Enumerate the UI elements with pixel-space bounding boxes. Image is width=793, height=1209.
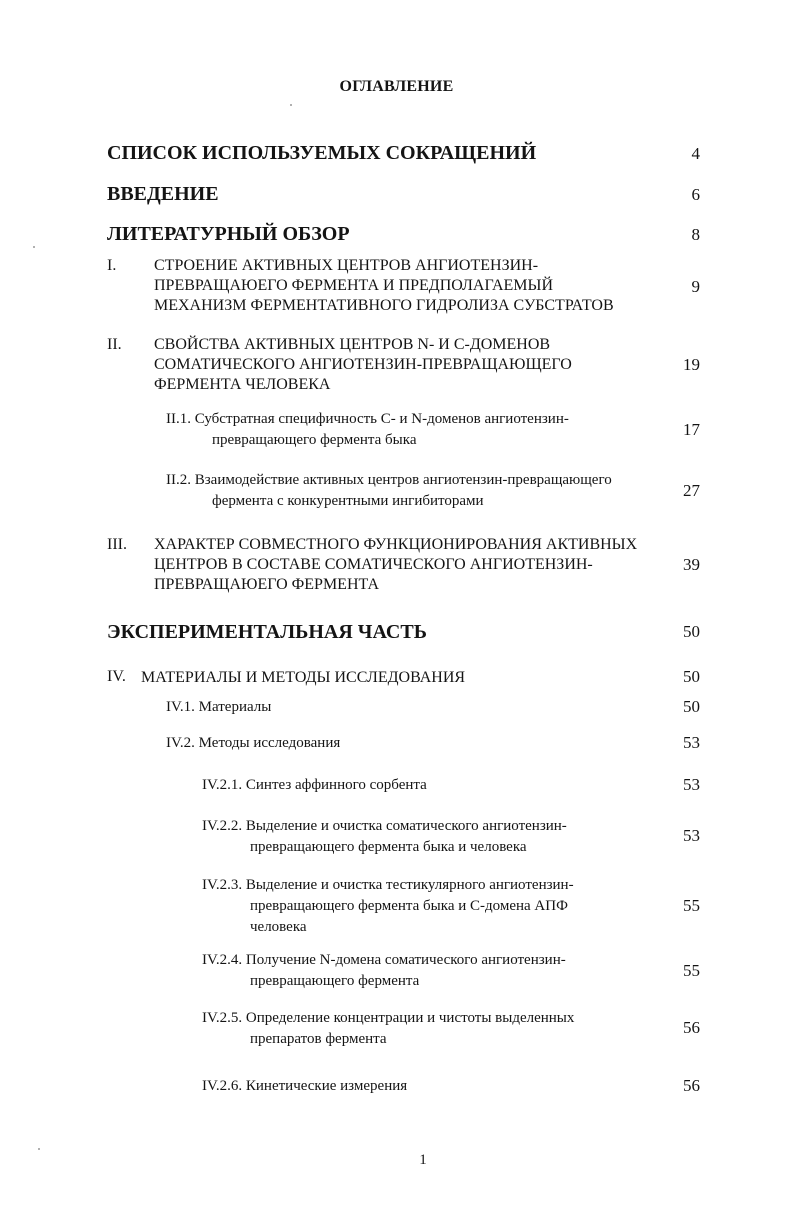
chapter-3-number: III. [107, 536, 127, 553]
section-4-2-5-line: препаратов фермента [250, 1031, 387, 1047]
toc-abbreviations-page: 4 [691, 144, 700, 163]
chapter-3-line: ХАРАКТЕР СОВМЕСТНОГО ФУНКЦИОНИРОВАНИЯ АКТИВНЫХ [154, 536, 638, 553]
section-4-2-5-page: 56 [683, 1018, 700, 1037]
section-4-2-page: 53 [683, 733, 700, 752]
section-4-2-3-page: 55 [683, 896, 700, 915]
chapter-3-title [154, 535, 637, 595]
toc-literature-review: ЛИТЕРАТУРНЫЙ ОБЗОР [107, 223, 350, 245]
chapter-2-line: СВОЙСТВА АКТИВНЫХ ЦЕНТРОВ N- И С-ДОМЕНОВ [154, 336, 551, 353]
section-4-2-4-page: 55 [683, 961, 700, 980]
scan-speck [38, 1148, 40, 1150]
section-2-1-line: превращающего фермента быка [212, 432, 417, 448]
section-4-2-6-line: IV.2.6. Кинетические измерения [202, 1078, 408, 1094]
toc-abbreviations: СПИСОК ИСПОЛЬЗУЕМЫХ СОКРАЩЕНИЙ [107, 142, 537, 164]
section-4-2-6-title [202, 1076, 407, 1097]
chapter-2-number: II. [107, 336, 122, 353]
chapter-3-page: 39 [683, 555, 700, 574]
section-2-1-line: II.1. Субстратная специфичность С- и N-доменов ангиотензин- [166, 411, 569, 427]
toc-experimental-page: 50 [683, 622, 700, 641]
section-4-1-page: 50 [683, 697, 700, 716]
section-4-2-4-line: IV.2.4. Получение N-домена соматического ангиотензин- [202, 952, 566, 968]
section-4-2-1-title [202, 775, 427, 796]
chapter-2-line: СОМАТИЧЕСКОГО АНГИОТЕНЗИН-ПРЕВРАЩАЮЩЕГО [154, 356, 572, 373]
toc-introduction: ВВЕДЕНИЕ [107, 183, 219, 205]
chapter-4-page: 50 [683, 667, 700, 686]
section-4-2-6-page: 56 [683, 1076, 700, 1095]
section-4-2-4-title [202, 950, 566, 992]
section-4-2-5-title [202, 1008, 574, 1050]
chapter-1-line: ПРЕВРАЩАЮЕГО ФЕРМЕНТА И ПРЕДПОЛАГАЕМЫЙ [154, 277, 554, 294]
section-4-2-3-title [202, 875, 574, 938]
section-4-2-1-page: 53 [683, 775, 700, 794]
chapter-1-title [154, 256, 614, 316]
chapter-1-line: МЕХАНИЗМ ФЕРМЕНТАТИВНОГО ГИДРОЛИЗА СУБСТРАТОВ [154, 297, 614, 314]
section-4-2-2-page: 53 [683, 826, 700, 845]
chapter-1-page: 9 [691, 277, 700, 296]
section-2-1-page: 17 [683, 420, 700, 439]
section-2-2-line: фермента с конкурентными ингибиторами [212, 493, 484, 509]
section-4-2-2-line: IV.2.2. Выделение и очистка соматического ангиотензин- [202, 818, 567, 834]
chapter-3-line: ПРЕВРАЩАЮЕГО ФЕРМЕНТА [154, 576, 380, 593]
chapter-1-line: СТРОЕНИЕ АКТИВНЫХ ЦЕНТРОВ АНГИОТЕНЗИН- [154, 257, 539, 274]
scan-speck [33, 246, 35, 248]
section-4-1-title: IV.1. Материалы [166, 699, 272, 715]
section-4-2-4-line: превращающего фермента [250, 973, 420, 989]
section-4-2-3-line: IV.2.3. Выделение и очистка тестикулярного ангиотензин- [202, 877, 574, 893]
chapter-2-page: 19 [683, 355, 700, 374]
chapter-3-line: ЦЕНТРОВ В СОСТАВЕ СОМАТИЧЕСКОГО АНГИОТЕНЗИН- [154, 556, 593, 573]
section-2-2-page: 27 [683, 481, 700, 500]
section-4-2-3-line: человека [250, 919, 307, 935]
toc-experimental: ЭКСПЕРИМЕНТАЛЬНАЯ ЧАСТЬ [107, 621, 427, 643]
chapter-4-title: МАТЕРИАЛЫ И МЕТОДЫ ИССЛЕДОВАНИЯ [141, 669, 466, 686]
section-2-2-title [166, 470, 612, 512]
section-4-2-5-line: IV.2.5. Определение концентрации и чистоты выделенных [202, 1010, 575, 1026]
chapter-1-number: I. [107, 257, 117, 274]
chapter-4-number: IV. [107, 668, 126, 685]
chapter-2-title [154, 335, 572, 395]
toc-literature-review-page: 8 [691, 225, 700, 244]
section-4-2-2-title [202, 816, 567, 858]
section-2-1-title [166, 409, 569, 451]
page-number: 1 [419, 1152, 427, 1168]
section-4-2-3-line: превращающего фермента быка и С-домена АПФ [250, 898, 568, 914]
section-4-2-1-line: IV.2.1. Синтез аффинного сорбента [202, 777, 427, 793]
chapter-2-line: ФЕРМЕНТА ЧЕЛОВЕКА [154, 376, 331, 393]
section-4-2-2-line: превращающего фермента быка и человека [250, 839, 527, 855]
toc-title: ОГЛАВЛЕНИЕ [339, 78, 454, 95]
scan-speck [290, 104, 292, 106]
section-2-2-line: II.2. Взаимодействие активных центров ангиотензин-превращающего [166, 472, 612, 488]
toc-introduction-page: 6 [691, 185, 700, 204]
section-4-2-title: IV.2. Методы исследования [166, 735, 341, 751]
